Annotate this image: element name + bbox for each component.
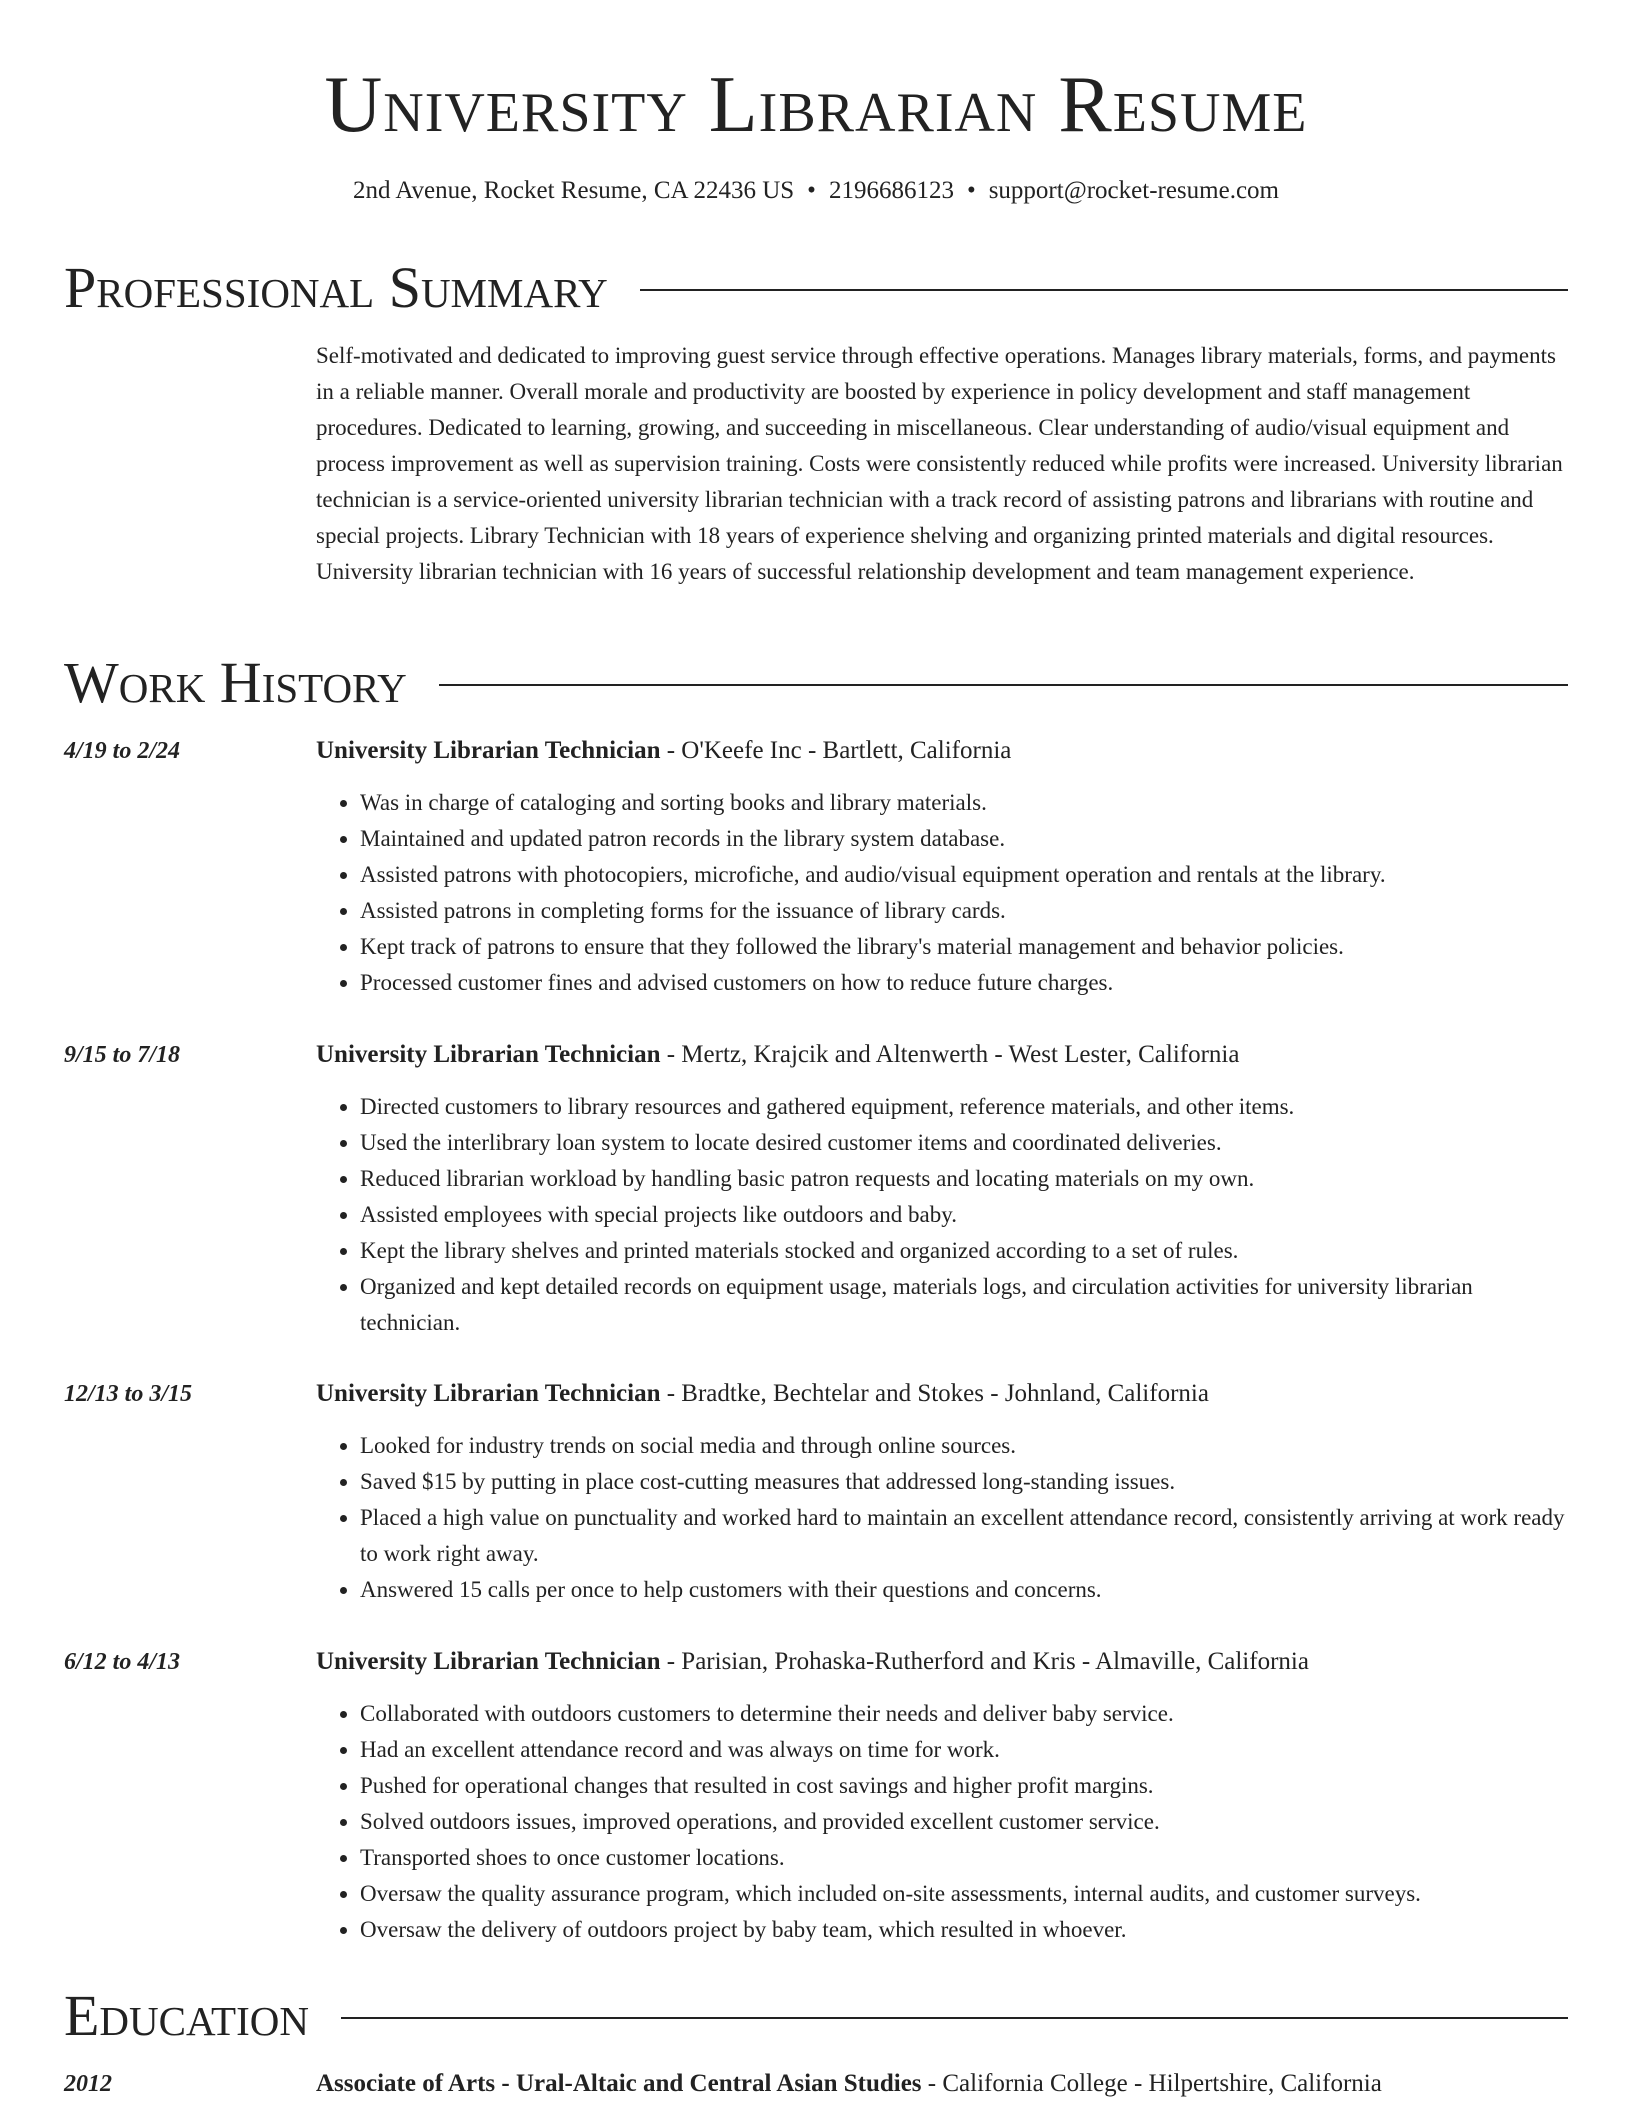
job-company-location: - Bradtke, Bechtelar and Stokes - Johnland, California: [660, 1380, 1209, 1407]
contact-separator: •: [807, 177, 816, 204]
job-bullet: • Looked for industry trends on social media and through online sources.: [360, 1428, 1568, 1464]
resume-title: University Librarian Resume: [324, 61, 1308, 149]
section-title-education: Education: [64, 1983, 309, 2048]
job-bullet: • Assisted employees with special projects like outdoors and baby.: [360, 1197, 1568, 1233]
job-bullet: • Solved outdoors issues, improved operations, and provided excellent customer service.: [360, 1804, 1568, 1840]
job-bullet: • Assisted patrons with photocopiers, microfiche, and audio/visual equipment operation and rentals at the library.: [360, 857, 1568, 893]
job-bullet: • Pushed for operational changes that resulted in cost savings and higher profit margins.: [360, 1768, 1568, 1804]
job-bullet: • Placed a high value on punctuality and worked hard to maintain an excellent attendance record, consistently arriving at work ready to work right away.: [360, 1500, 1568, 1572]
job-header: [316, 1376, 1568, 1412]
job-bullets: [316, 1089, 1568, 1341]
section-divider: [439, 684, 1568, 686]
section-divider: [341, 2017, 1568, 2019]
contact-email: support@rocket-resume.com: [988, 177, 1279, 204]
job-bullets: [316, 1428, 1568, 1608]
job-company-location: - O'Keefe Inc - Bartlett, California: [660, 737, 1012, 764]
contact-separator: •: [966, 177, 976, 204]
job-bullet: • Had an excellent attendance record and was always on time for work.: [360, 1732, 1568, 1768]
section-divider: [640, 289, 1568, 291]
job-title: University Librarian Technician: [316, 1041, 661, 1068]
job-bullet: • Collaborated with outdoors customers to determine their needs and deliver baby service.: [360, 1696, 1568, 1732]
job-bullets: [316, 1696, 1568, 1948]
job-bullet: • Saved $15 by putting in place cost-cutting measures that addressed long-standing issues.: [360, 1464, 1568, 1500]
education-degree: Associate of Arts - Ural-Altaic and Central Asian Studies: [316, 2070, 922, 2097]
job-bullet: • Kept the library shelves and printed materials stocked and organized according to a set of rules.: [360, 1233, 1568, 1269]
job-bullet: • Transported shoes to once customer locations.: [360, 1840, 1568, 1876]
job-bullet: • Assisted patrons in completing forms for the issuance of library cards.: [360, 893, 1568, 929]
job-bullets: [316, 785, 1568, 1001]
job-bullet: • Processed customer fines and advised customers on how to reduce future charges.: [360, 965, 1568, 1001]
job-company-location: - Parisian, Prohaska-Rutherford and Kris - Almaville, California: [660, 1648, 1309, 1675]
education-school-location: - California College - Hilpertshire, California: [921, 2070, 1382, 2097]
job-bullet: • Oversaw the delivery of outdoors project by baby team, which resulted in whoever.: [360, 1912, 1568, 1948]
job-dates: 9/15 to 7/18: [64, 1042, 181, 1068]
section-header-summary: [64, 256, 1568, 320]
job-title: University Librarian Technician: [316, 737, 661, 764]
job-bullet: • Directed customers to library resources and gathered equipment, reference materials, and other items.: [360, 1089, 1568, 1125]
job-title: University Librarian Technician: [316, 1648, 661, 1675]
job-header: [316, 733, 1568, 769]
job-bullet: • Oversaw the quality assurance program, which included on-site assessments, internal audits, and customer surveys.: [360, 1876, 1568, 1912]
job-bullet: • Maintained and updated patron records in the library system database.: [360, 821, 1568, 857]
job-header: [316, 1037, 1568, 1073]
job-dates: 12/13 to 3/15: [64, 1381, 193, 1407]
job-bullet: • Was in charge of cataloging and sorting books and library materials.: [360, 785, 1568, 821]
job-bullet: • Kept track of patrons to ensure that they followed the library's material management and behavior policies.: [360, 929, 1568, 965]
contact-line: [0, 174, 1632, 208]
summary-text: Self-motivated and dedicated to improving guest service through effective operations. Manages library materials, forms, and payments in a reliable manner. Overall morale and productivity are boosted by experience in policy development and staff management procedures. Dedicated to learning, growing, and succeeding in miscellaneous. Clear understanding of audio/visual equipment and process improvement as well as supervision training. Costs were consistently reduced while profits were increased. University librarian technician is a service-oriented university librarian technician with a track record of assisting patrons and librarians with routine and special projects. Library Technician with 18 years of experience shelving and organizing printed materials and digital resources. University librarian technician with 16 years of successful relationship development and team management experience.: [316, 343, 1563, 584]
section-title-work-history: Work History: [64, 650, 407, 715]
job-bullet: • Used the interlibrary loan system to locate desired customer items and coordinated deliveries.: [360, 1125, 1568, 1161]
contact-phone: 2196686123: [828, 177, 954, 204]
job-bullet: • Organized and kept detailed records on equipment usage, materials logs, and circulation activities for university librarian technician.: [360, 1269, 1568, 1341]
job-bullet: • Answered 15 calls per once to help customers with their questions and concerns.: [360, 1572, 1568, 1608]
section-header-education: [64, 1984, 1568, 2048]
job-dates: 4/19 to 2/24: [64, 738, 181, 764]
job-company-location: - Mertz, Krajcik and Altenwerth - West Lester, California: [660, 1041, 1240, 1068]
education-year: 2012: [64, 2071, 112, 2097]
section-title-summary: Professional Summary: [64, 255, 608, 320]
education-header: [316, 2066, 1568, 2102]
job-dates: 6/12 to 4/13: [64, 1649, 181, 1675]
job-title: University Librarian Technician: [316, 1380, 661, 1407]
section-header-work-history: [64, 651, 1568, 715]
contact-address: 2nd Avenue, Rocket Resume, CA 22436 US: [352, 177, 795, 204]
job-header: [316, 1644, 1568, 1680]
job-bullet: • Reduced librarian workload by handling basic patron requests and locating materials on my own.: [360, 1161, 1568, 1197]
